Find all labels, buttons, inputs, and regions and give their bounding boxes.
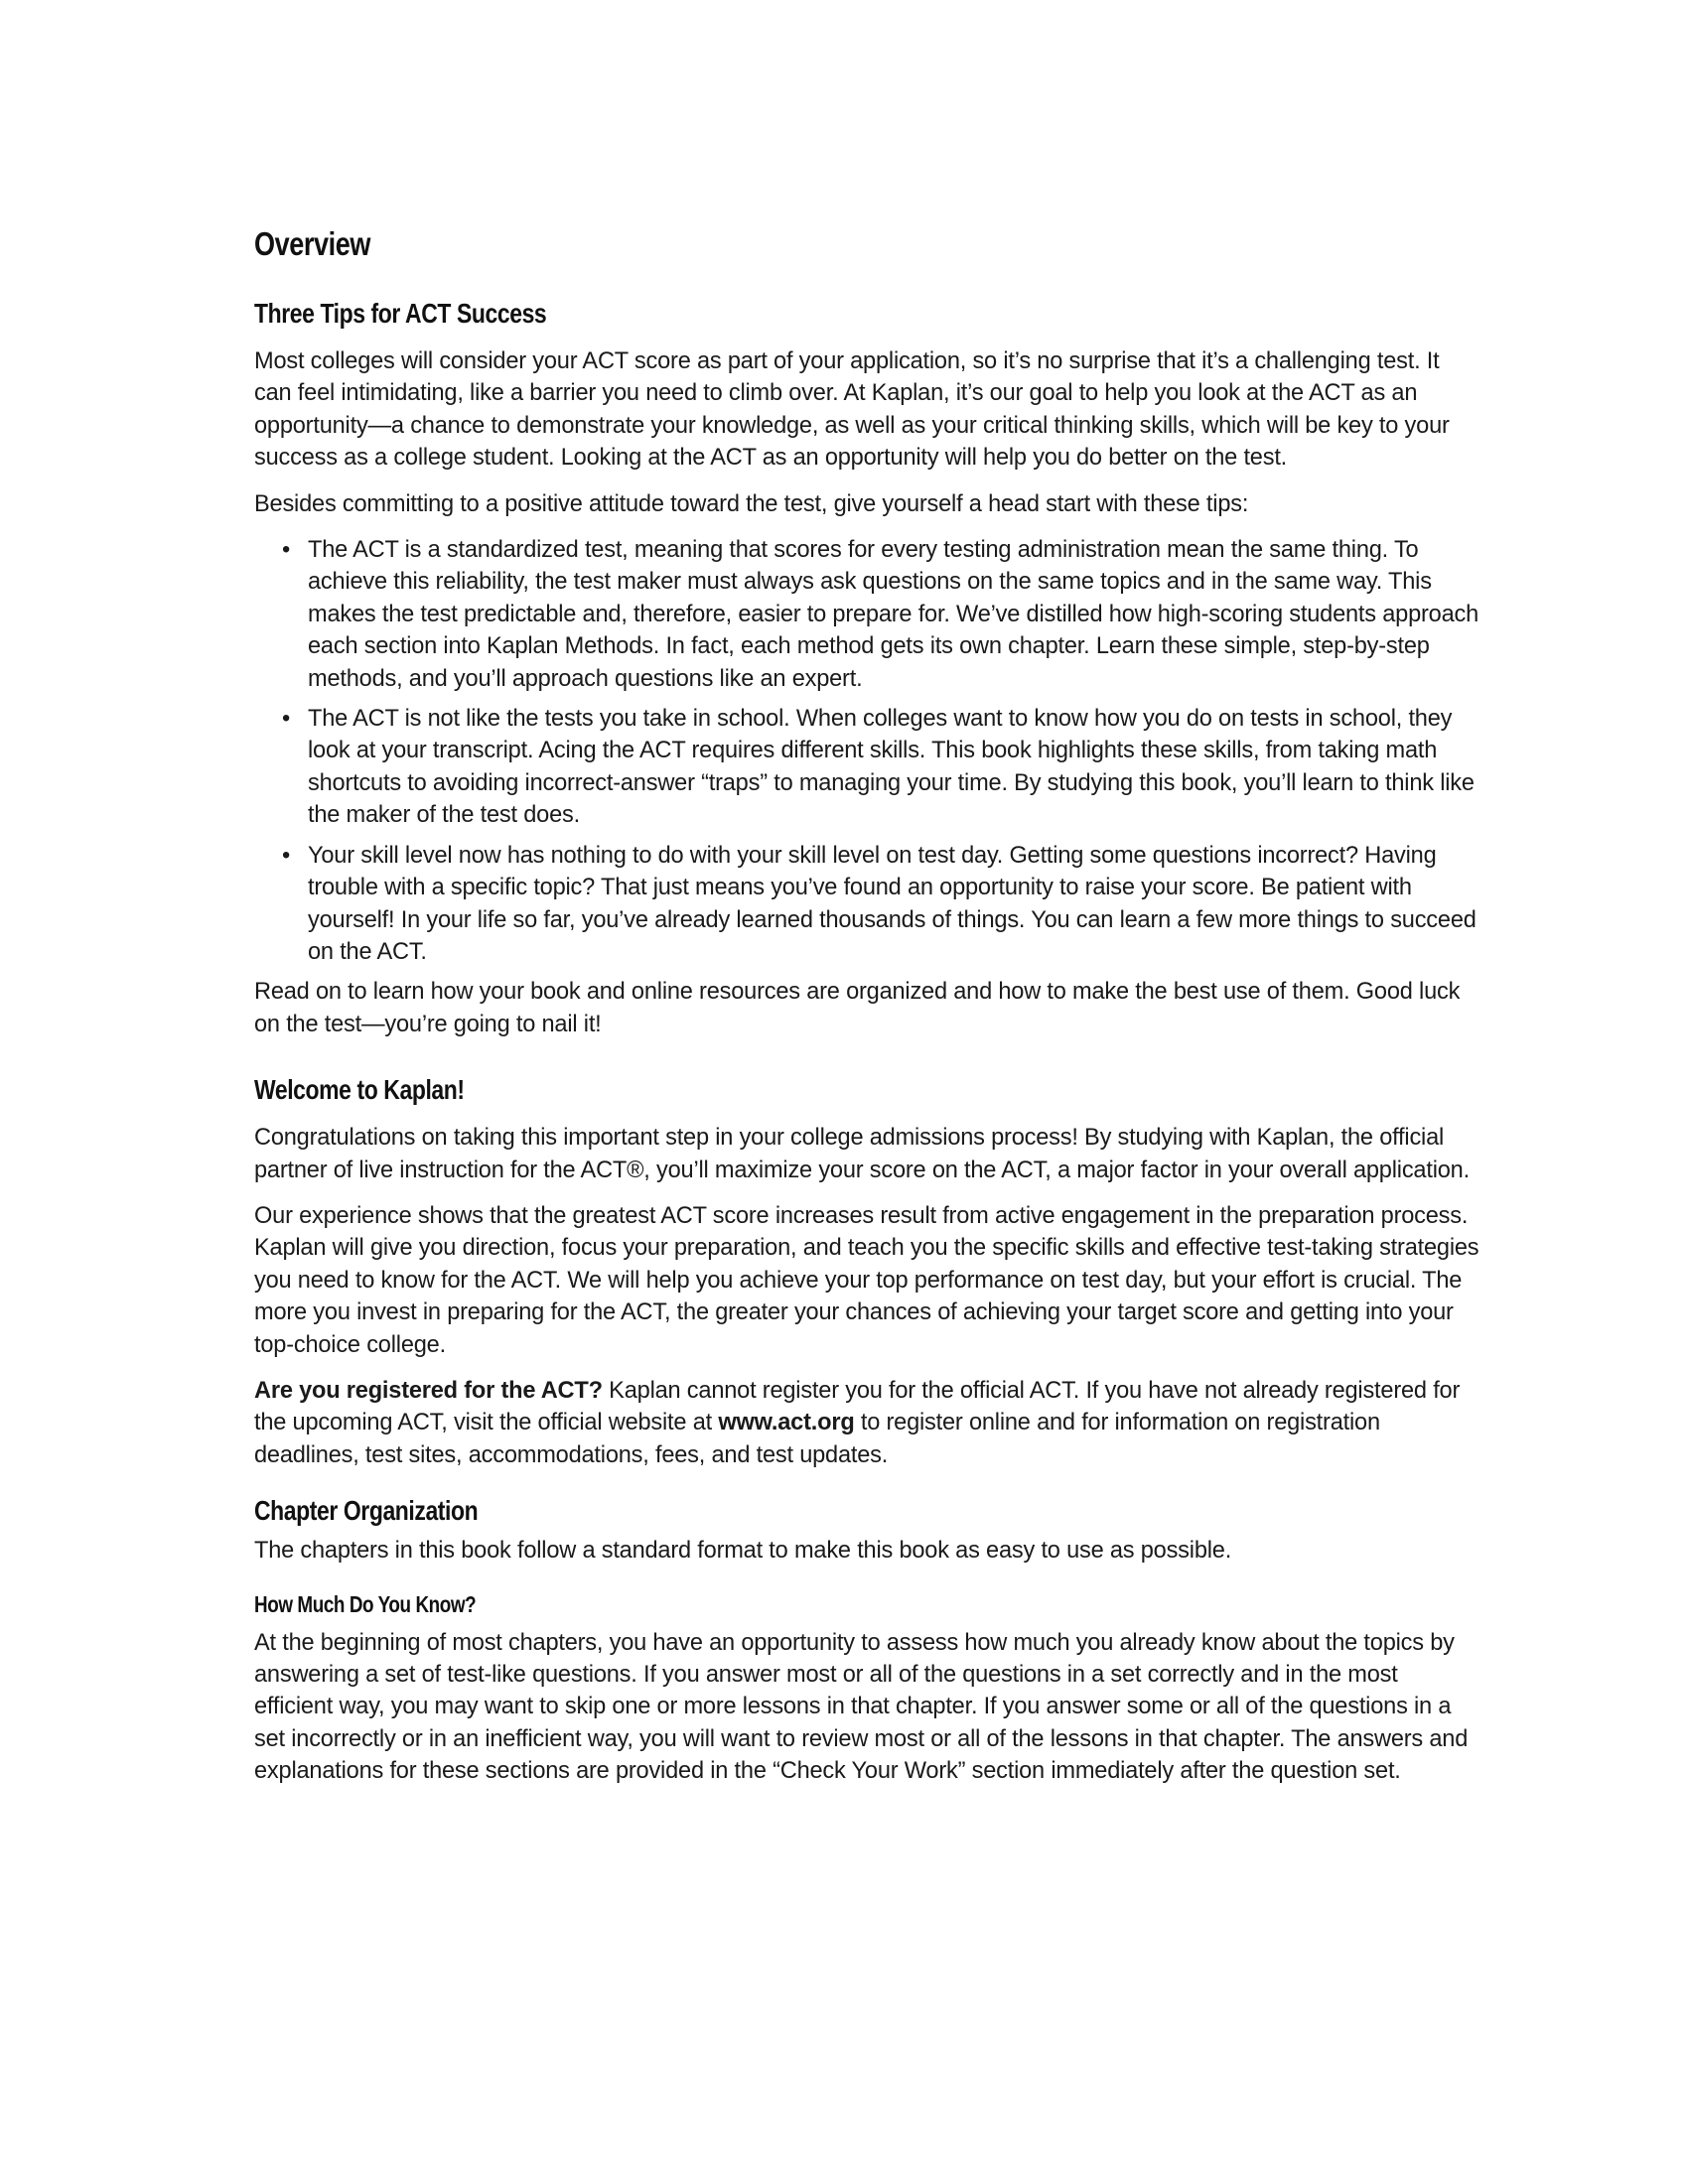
welcome-section-heading: Welcome to Kaplan! xyxy=(254,1074,465,1106)
registration-text-1: Kaplan cannot register you for the official ACT. If you have not already registered for the upcoming ACT, visit the official website at xyxy=(254,1377,1461,1436)
registration-text-2: to register online and for information on registration deadlines, test sites, accommodations, fees, and test updates. xyxy=(254,1410,1380,1468)
tip-item xyxy=(282,840,1481,969)
tips-section-heading: Three Tips for ACT Success xyxy=(254,298,547,329)
registration-question: Are you registered for the ACT? xyxy=(254,1377,603,1404)
tips-closing-paragraph: Read on to learn how your book and online resources are organized and how to make the best use of them. Good luck on the test—you’re going to nail it! xyxy=(254,979,1461,1037)
chapter-organization-intro: The chapters in this book follow a standard format to make this book as easy to use as possible. xyxy=(254,1538,1232,1565)
bullet-icon: • xyxy=(282,842,291,869)
how-much-do-you-know-heading: How Much Do You Know? xyxy=(254,1590,477,1617)
tips-intro-paragraph: Most colleges will consider your ACT score as part of your application, so it’s no surprise that it’s a challenging test. It can feel intimidating, like a barrier you need to climb over. At Kaplan, it’s our goal to help you look at the ACT as an opportunity—a chance to demonstrate your knowledge, as well as your critical thinking skills, which will be key to your success as a college student. Looking at the ACT as an opportunity will help you do better on the test. xyxy=(254,348,1450,472)
document-page xyxy=(254,220,1481,1802)
welcome-paragraph-1: Congratulations on taking this important step in your college admissions process! By studying with Kaplan, the official partner of live instruction for the ACT®, you’ll maximize your score on the ACT, a major factor in your overall application. xyxy=(254,1125,1470,1183)
tip-item xyxy=(282,534,1481,695)
registration-paragraph xyxy=(254,1375,1481,1471)
bullet-icon: • xyxy=(282,537,291,564)
chapter-organization-heading: Chapter Organization xyxy=(254,1495,479,1527)
tips-list xyxy=(254,534,1481,968)
tip-text: Your skill level now has nothing to do with your skill level on test day. Getting some questions incorrect? Having trouble with a specific topic? That just means you’ve found an opportunity to raise your score. Be patient with yourself! In your life so far, you’ve already learned thousands of things. You can learn a few more things to succeed on the ACT. xyxy=(308,842,1477,965)
tip-text: The ACT is not like the tests you take in school. When colleges want to know how you do on tests in school, they look at your transcript. Acing the ACT requires different skills. This book highlights these skills, from taking math shortcuts to avoiding incorrect-answer “traps” to managing your time. By studying this book, you’ll learn to think like the maker of the test does. xyxy=(308,706,1475,829)
bullet-icon: • xyxy=(282,706,291,733)
overview-heading: Overview xyxy=(254,225,371,262)
tips-lead-in-paragraph: Besides committing to a positive attitude toward the test, give yourself a head start with these tips: xyxy=(254,490,1249,517)
tip-item xyxy=(282,703,1481,832)
welcome-paragraph-2: Our experience shows that the greatest ACT score increases result from active engagement in the preparation process. Kaplan will give you direction, focus your preparation, and teach you the specific skills and effective test-taking strategies you need to know for the ACT. We will help you achieve your top performance on test day, but your effort is crucial. The more you invest in preparing for the ACT, the greater your chances of achieving your target score and getting into your top-choice college. xyxy=(254,1202,1479,1358)
how-much-do-you-know-paragraph: At the beginning of most chapters, you have an opportunity to assess how much you already know about the topics by answering a set of test-like questions. If you answer most or all of the questions in a set correctly and in the most efficient way, you may want to skip one or more lessons in that chapter. If you answer some or all of the questions in a set incorrectly or in an inefficient way, you will want to review most or all of the lessons in that chapter. The answers and explanations for these sections are provided in the “Check Your Work” section immediately after the question set. xyxy=(254,1629,1469,1785)
tip-text: The ACT is a standardized test, meaning that scores for every testing administration mean the same thing. To achieve this reliability, the test maker must always ask questions on the same topics and in the same way. This makes the test predictable and, therefore, easier to prepare for. We’ve distilled how high-scoring students approach each section into Kaplan Methods. In fact, each method gets its own chapter. Learn these simple, step-by-step methods, and you’ll approach questions like an expert. xyxy=(308,537,1479,692)
act-website-link[interactable]: www.act.org xyxy=(718,1410,855,1436)
